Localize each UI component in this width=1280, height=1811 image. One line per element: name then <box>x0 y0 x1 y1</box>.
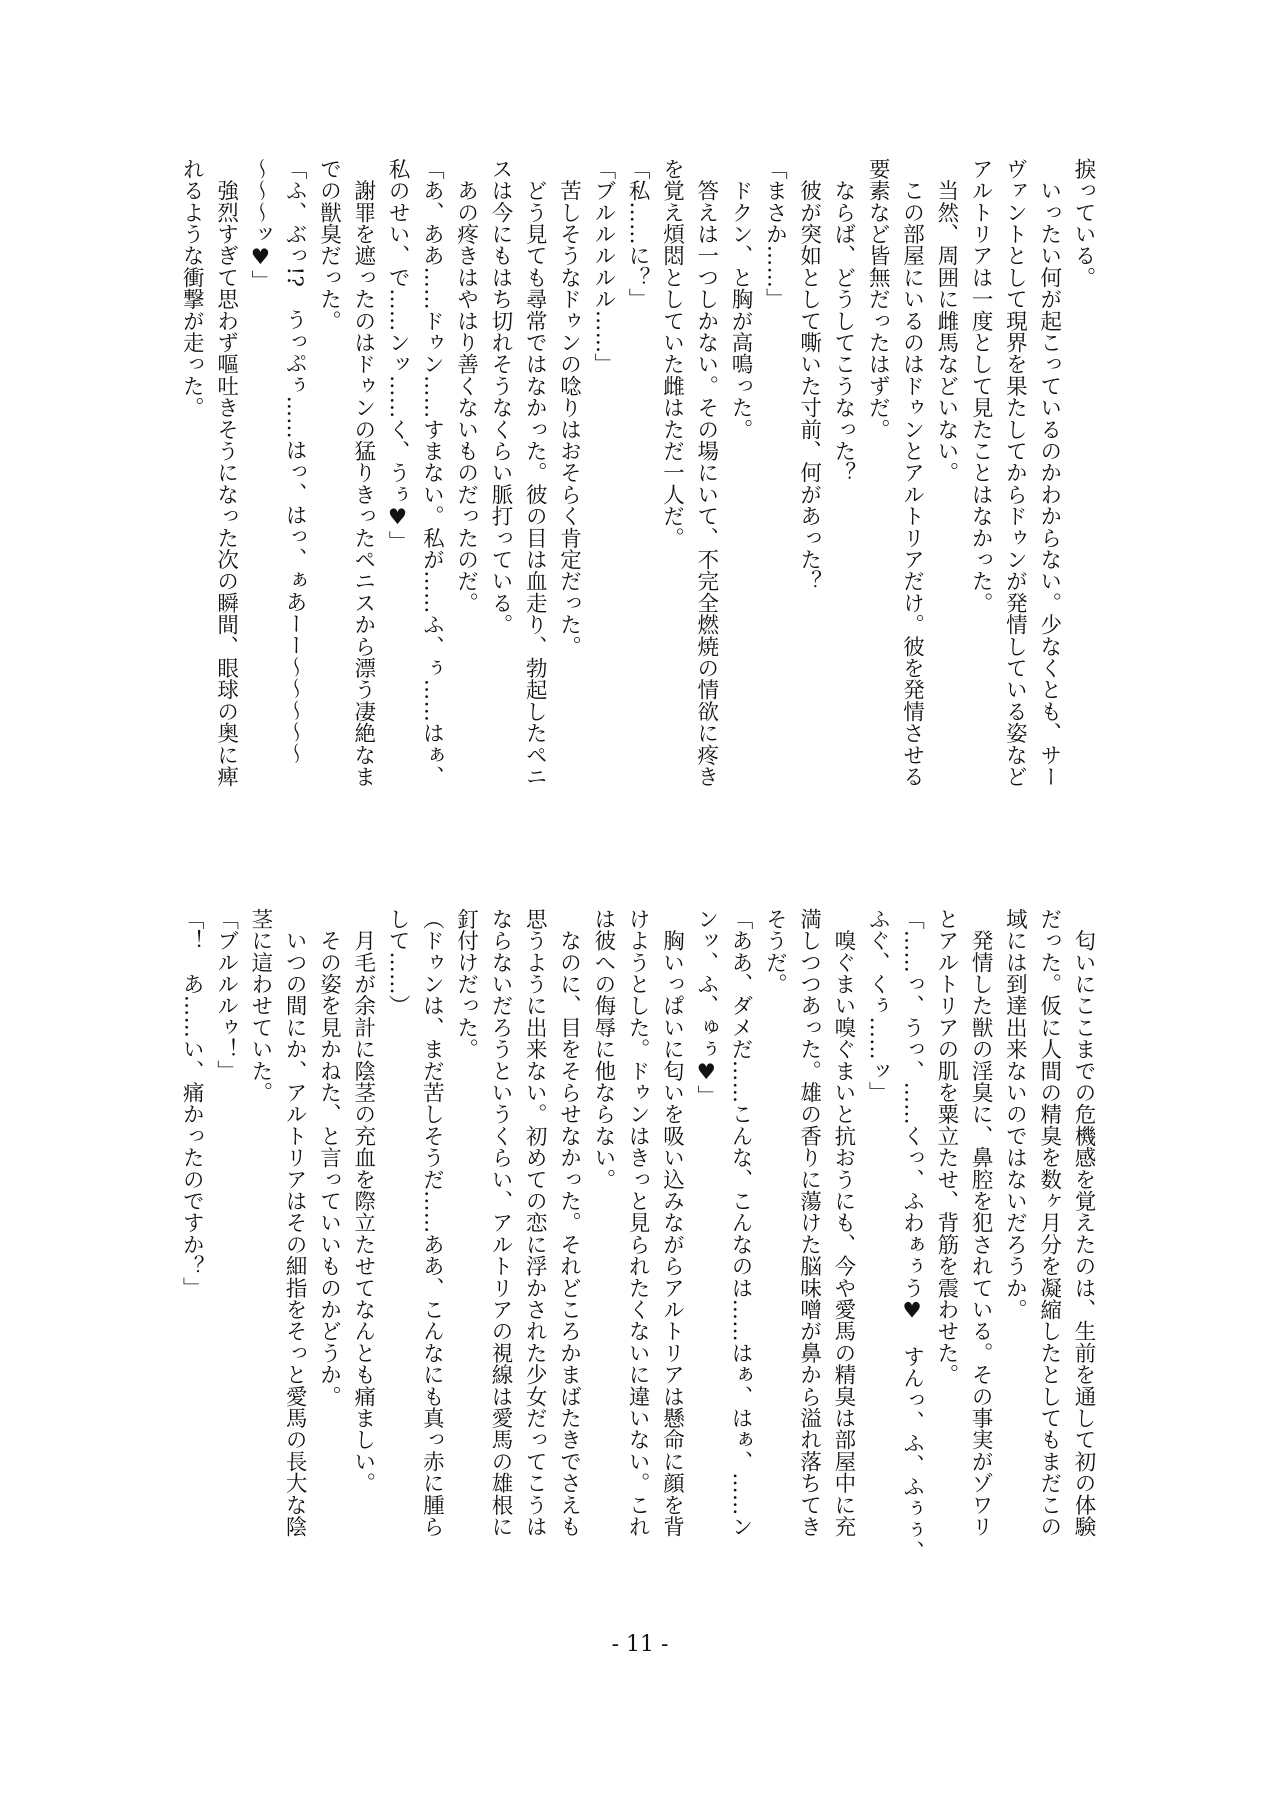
text-line: 匂いにここまでの危機感を覚えたのは、生前を通して初の体験 <box>1071 908 1096 1538</box>
text-line: 捩っている。 <box>1071 158 1096 289</box>
text-line: ふぐ、くぅ……ッ」 <box>865 908 891 1104</box>
text-line: れるような衝撃が走った。 <box>179 158 205 419</box>
text-line: いったい何が起こっているのかわからない。少なくとも、サー <box>1036 158 1062 788</box>
text-line: して……） <box>385 908 411 1017</box>
text-line: 「！ あ……い、痛かったのですか？」 <box>179 908 205 1299</box>
text-line: 「私……に？」 <box>625 158 651 310</box>
text-line: 嗅ぐまい嗅ぐまいと抗おうにも、今や愛馬の精臭は部屋中に充 <box>830 908 856 1538</box>
text-line: ならないだろうというくらい、アルトリアの視線は愛馬の雄根に <box>487 908 513 1538</box>
text-block-bottom <box>179 908 1100 1572</box>
text-line: を覚え煩悶としていた雌はただ一人だ。 <box>659 158 685 549</box>
text-line: 茎に這わせていた。 <box>247 908 273 1104</box>
text-line: 釘付けだった。 <box>453 908 479 1060</box>
text-line: 満しつつあった。雄の香りに蕩けた脳味噌が鼻から溢れ落ちてき <box>796 908 822 1538</box>
text-line: だった。仮に人間の精臭を数ヶ月分を凝縮したとしてもまだこの <box>1036 908 1062 1538</box>
text-line: そうだ。 <box>762 908 788 995</box>
text-line: あの疼きはやはり善くないものだったのだ。 <box>453 158 479 614</box>
text-line: どう見ても尋常ではなかった。彼の目は血走り、勃起したペニ <box>522 158 548 788</box>
text-line: 域には到達出来ないのではないだろうか。 <box>1002 908 1028 1321</box>
text-line: 「……っ、うっ、……くっ、ふわぁぅう♥ すんっ、ふ、ふぅぅ、 <box>899 908 925 1563</box>
text-line: スは今にもはち切れそうなくらい脈打っている。 <box>487 158 513 636</box>
text-line: ンッ、ふ、ゅぅ♥」 <box>693 908 719 1107</box>
text-line: その姿を見かねた、と言っていいものかどうか。 <box>316 908 342 1408</box>
text-line: 「ブルルルルル……」 <box>590 158 616 375</box>
text-line: ならば、どうしてこうなった？ <box>830 158 856 484</box>
text-line: 発情した獣の淫臭に、鼻腔を犯されている。その事実がゾワリ <box>968 908 994 1538</box>
text-line: 月毛が余計に陰茎の充血を際立たせてなんとも痛ましい。 <box>350 908 376 1494</box>
text-line: 胸いっぱいに匂いを吸い込みながらアルトリアは懸命に顔を背 <box>659 908 685 1538</box>
text-line: 私のせい、で……ンッ……く、うぅ♥」 <box>385 158 411 553</box>
text-line: 当然、周囲に雌馬などいない。 <box>933 158 959 484</box>
text-line: ～～～ッ♥」 <box>247 158 273 292</box>
text-line: けようとした。ドゥンはきっと見られたくないに違いない。これ <box>625 908 651 1538</box>
text-line: とアルトリアの肌を粟立たせ、背筋を震わせた。 <box>933 908 959 1386</box>
text-line: での獣臭だった。 <box>316 158 342 332</box>
text-line: ドクン、と胸が高鳴った。 <box>728 158 754 441</box>
text-line: 強烈すぎて思わず嘔吐きそうになった次の瞬間、眼球の奥に痺 <box>213 158 239 788</box>
text-line: この部屋にいるのはドゥンとアルトリアだけ。彼を発情させる <box>899 158 925 788</box>
text-line: 思うように出来ない。初めての恋に浮かされた少女だってこうは <box>522 908 548 1538</box>
text-line: なのに、目をそらせなかった。それどころかまばたきでさえも <box>556 908 582 1538</box>
text-line: アルトリアは一度として見たことはなかった。 <box>968 158 994 614</box>
text-line: 要素など皆無だったはずだ。 <box>865 158 891 441</box>
text-block-top <box>179 158 1100 830</box>
text-line: 答えは一つしかない。その場にいて、不完全燃焼の情欲に疼き <box>693 158 719 788</box>
text-line: 「ブルルルゥ！」 <box>213 908 239 1082</box>
text-line: いつの間にか、アルトリアはその細指をそっと愛馬の長大な陰 <box>282 908 308 1538</box>
page-number: - 11 - <box>611 1632 669 1657</box>
text-line: ヴァントとして現界を果たしてからドゥンが発情している姿など <box>1002 158 1028 788</box>
text-line: 謝罪を遮ったのはドゥンの猛りきったペニスから漂う凄絶なま <box>350 158 376 788</box>
text-line: は彼への侮辱に他ならない。 <box>590 908 616 1191</box>
text-line: 彼が突如として嘶いた寸前、何があった？ <box>796 158 822 592</box>
text-line: （ドゥンは、まだ苦しそうだ……ああ、こんなにも真っ赤に腫ら <box>419 908 445 1538</box>
text-line: 「あ、ああ……ドゥン……すまない。私が……ふ、ぅ……はぁ、 <box>419 158 445 788</box>
text-line: 苦しそうなドゥンの唸りはおそらく肯定だった。 <box>556 158 582 658</box>
text-line: 「ああ、ダメだ……こんな、こんなのは……はぁ、はぁ、……ン <box>728 908 754 1538</box>
text-line: 「ふ、ぶっ!? うっぷぅ……はっ、はっ、ぁあーー～～～～～ <box>282 158 308 765</box>
text-line: 「まさか……」 <box>762 158 788 310</box>
